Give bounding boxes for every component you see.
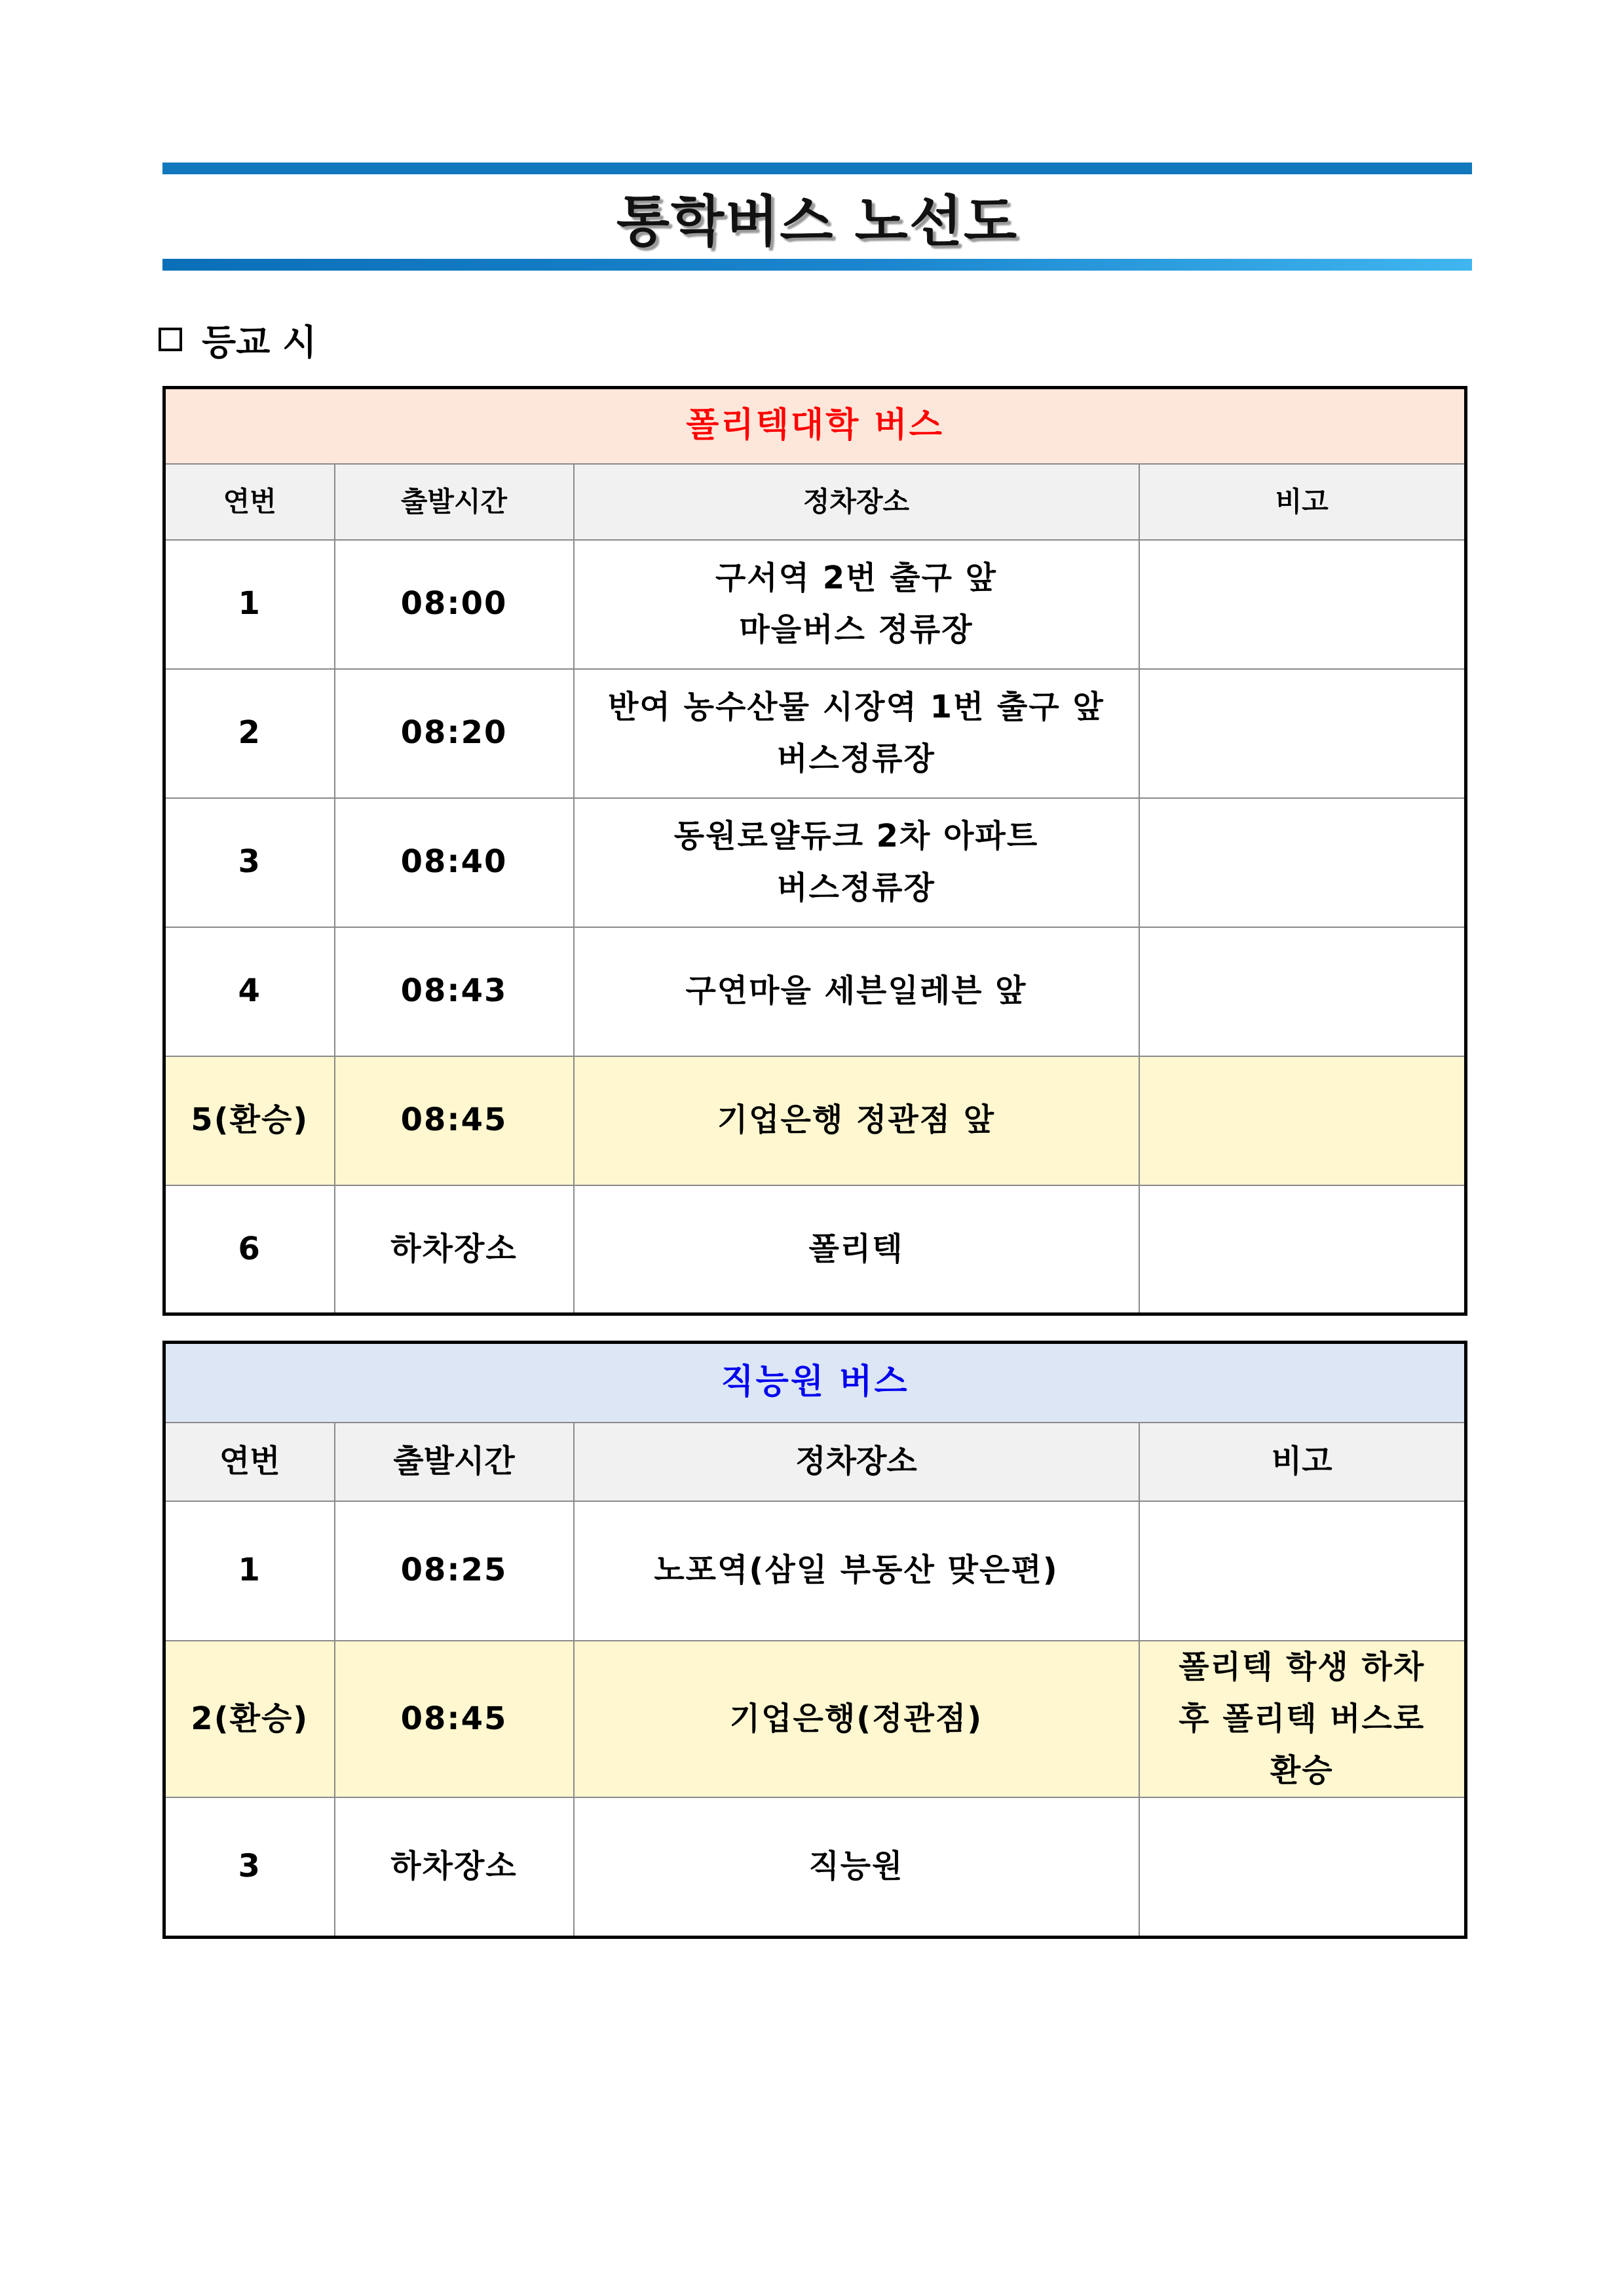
note-line: 폴리텍 학생 하차 <box>1179 1648 1426 1685</box>
row-no: 1 <box>164 1501 335 1641</box>
row-no: 2(환승) <box>164 1641 335 1798</box>
table-row <box>164 798 1466 927</box>
title-rule-bottom <box>162 259 1472 271</box>
page-title: 통학버스 노선도 <box>616 189 1019 254</box>
polytech-bus-table <box>162 386 1467 1316</box>
stop-line: 노포역(삼일 부동산 맞은편) <box>654 1552 1059 1589</box>
title-rule-top <box>162 163 1472 174</box>
row-time: 하차장소 <box>335 1185 574 1314</box>
table-row <box>164 669 1466 798</box>
row-note <box>1139 1056 1466 1185</box>
table-row <box>164 540 1466 669</box>
stop-line: 마을버스 정류장 <box>739 611 973 648</box>
section-label: 등교 시 <box>202 321 317 363</box>
row-stop <box>574 1641 1139 1798</box>
col-header-note: 비고 <box>1139 464 1466 540</box>
row-stop <box>574 1797 1139 1937</box>
row-stop <box>574 669 1139 798</box>
polytech-bus-title: 폴리텍대학 버스 <box>164 388 1466 464</box>
row-no: 3 <box>164 1797 335 1937</box>
checkbox-icon <box>159 328 182 351</box>
row-no: 2 <box>164 669 335 798</box>
row-time: 08:20 <box>335 669 574 798</box>
row-no: 5(환승) <box>164 1056 335 1185</box>
row-stop <box>574 1501 1139 1641</box>
table-row <box>164 927 1466 1056</box>
row-note <box>1139 1797 1466 1937</box>
table-row <box>164 1501 1466 1641</box>
table-row <box>164 1185 1466 1314</box>
row-no: 6 <box>164 1185 335 1314</box>
section-heading <box>159 320 317 363</box>
row-note <box>1139 669 1466 798</box>
row-note <box>1139 798 1466 927</box>
row-no: 1 <box>164 540 335 669</box>
col-header-stop: 정차장소 <box>574 1423 1139 1501</box>
table-row <box>164 1797 1466 1937</box>
stop-line: 버스정류장 <box>777 870 935 906</box>
row-time: 08:25 <box>335 1501 574 1641</box>
stop-line: 구서역 2번 출구 앞 <box>715 559 998 596</box>
stop-line: 반여 농수산물 시장역 1번 출구 앞 <box>608 688 1105 725</box>
stop-line: 기업은행(정관점) <box>729 1700 983 1737</box>
col-header-no: 연번 <box>164 464 335 540</box>
col-header-no: 연번 <box>164 1423 335 1501</box>
row-stop <box>574 927 1139 1056</box>
row-note <box>1139 1185 1466 1314</box>
stop-line: 동원로얄듀크 2차 아파트 <box>673 817 1039 854</box>
row-note <box>1139 1501 1466 1641</box>
row-time: 하차장소 <box>335 1797 574 1937</box>
row-no: 4 <box>164 927 335 1056</box>
note-line: 환승 <box>1270 1751 1334 1789</box>
row-no: 3 <box>164 798 335 927</box>
stop-line: 직능원 <box>808 1848 904 1885</box>
row-stop <box>574 798 1139 927</box>
col-header-stop: 정차장소 <box>574 464 1139 540</box>
stop-line: 폴리텍 <box>808 1230 904 1267</box>
row-stop <box>574 1185 1139 1314</box>
transfer-row <box>164 1641 1466 1798</box>
row-note <box>1139 540 1466 669</box>
jik-bus-table <box>162 1341 1467 1939</box>
row-note <box>1139 1641 1466 1798</box>
transfer-row <box>164 1056 1466 1185</box>
row-stop <box>574 540 1139 669</box>
col-header-note: 비고 <box>1139 1423 1466 1501</box>
col-header-time: 출발시간 <box>335 464 574 540</box>
row-time: 08:00 <box>335 540 574 669</box>
row-time: 08:40 <box>335 798 574 927</box>
row-note <box>1139 927 1466 1056</box>
jik-bus-title: 직능원 버스 <box>164 1343 1466 1423</box>
stop-line: 기업은행 정관점 앞 <box>717 1101 996 1139</box>
row-stop <box>574 1056 1139 1185</box>
stop-line: 구연마을 세븐일레븐 앞 <box>685 972 1027 1010</box>
col-header-time: 출발시간 <box>335 1423 574 1501</box>
stop-line: 버스정류장 <box>777 740 935 777</box>
row-time: 08:45 <box>335 1641 574 1798</box>
note-line: 후 폴리텍 버스로 <box>1179 1700 1426 1737</box>
row-time: 08:45 <box>335 1056 574 1185</box>
row-time: 08:43 <box>335 927 574 1056</box>
